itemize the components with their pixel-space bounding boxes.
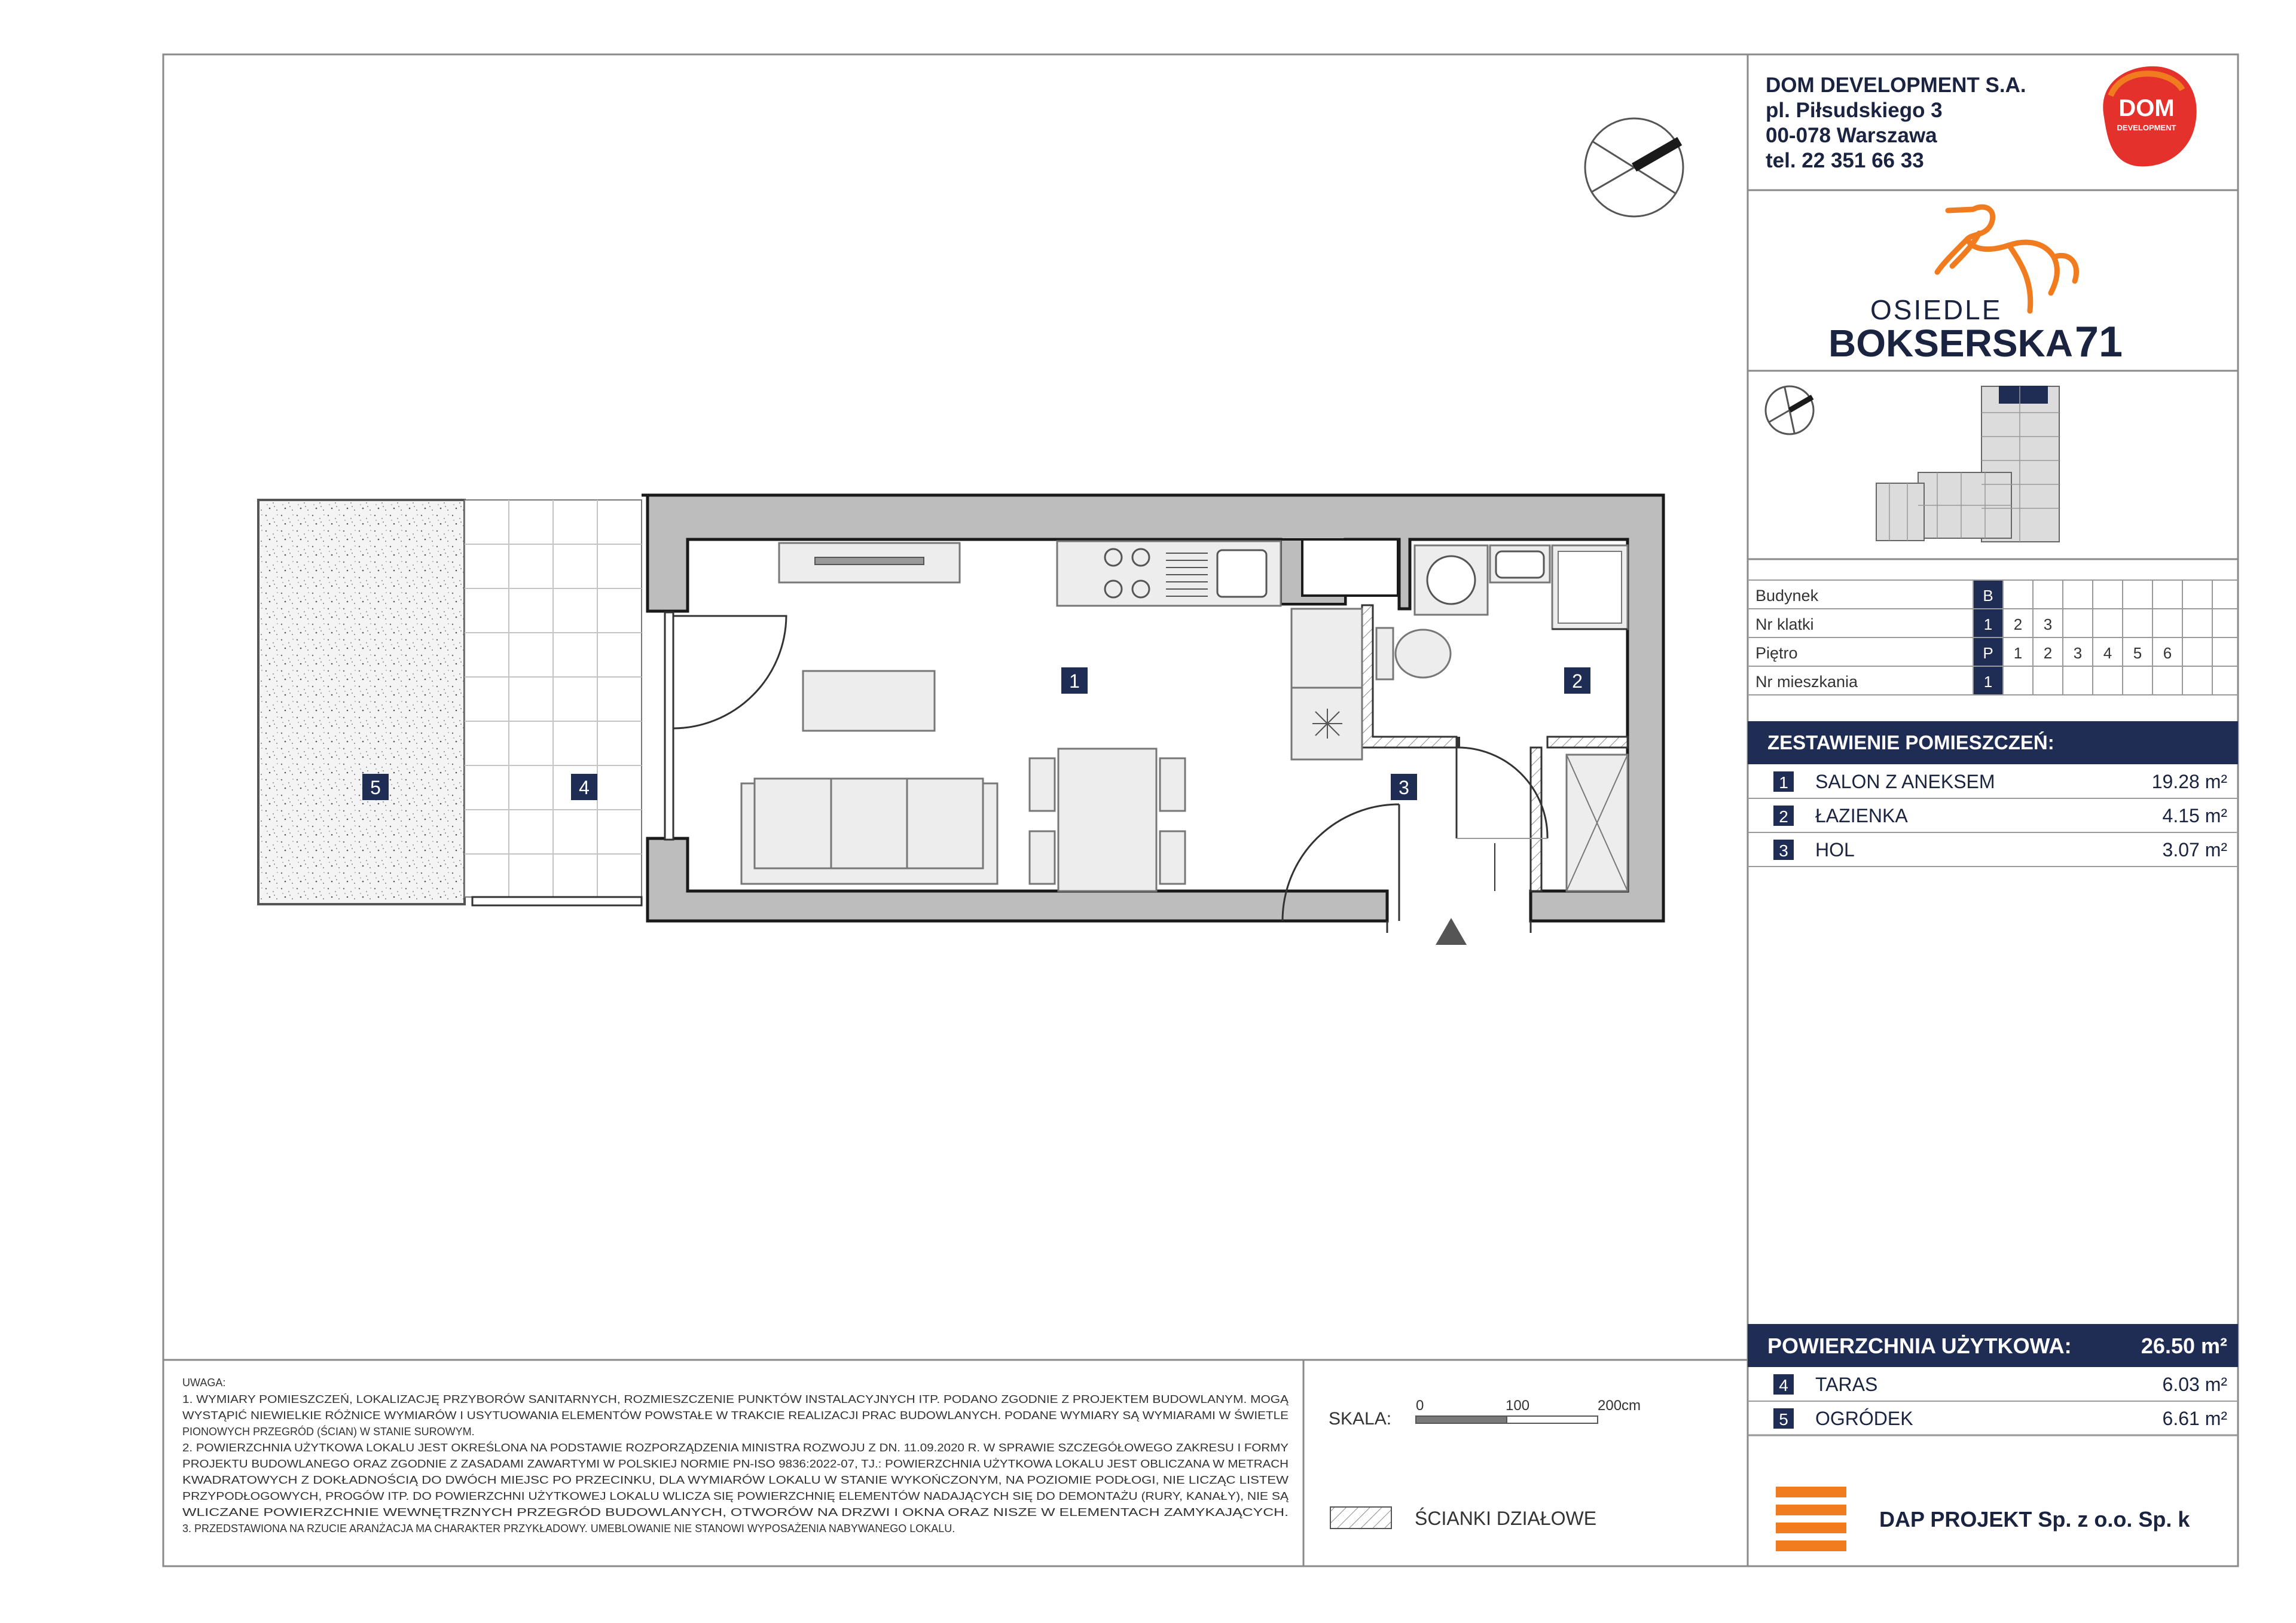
notes-lines (182, 1393, 1289, 1534)
kitchen-niche (1302, 539, 1398, 596)
terrace-edge (472, 897, 642, 905)
chair (1030, 831, 1055, 884)
scale-label: SKALA: (1329, 1409, 1392, 1429)
room-badge-5 (362, 774, 389, 800)
company-street: pl. Piłsudskiego 3 (1766, 99, 1943, 122)
company-name: DOM DEVELOPMENT S.A. (1766, 74, 2026, 97)
room-badge-2 (1564, 667, 1590, 694)
room-row-number: 3 (1779, 841, 1788, 860)
room-badge-1 (1061, 667, 1088, 694)
note-line: PRZYPODŁOGOWYCH, PROGÓW ITP. DO POWIERZCHNI UŻYTKOWEJ LOKALU WLICZA SIĘ POWIERZCHNIĘ ELEMENTÓW NADAJĄCYCH SIĘ DO DEMONTAŻU (RURY, KANAŁY), NIE SĄ (182, 1490, 1126, 1502)
scale-tick-200: 200cm (1598, 1398, 1641, 1414)
room-row-area: 6.61 m² (2162, 1408, 2227, 1429)
room-row (1748, 1408, 2238, 1435)
info-row-label: Nr klatki (1755, 615, 1814, 633)
partition-legend-swatch (1330, 1507, 1391, 1529)
cabinet-mark (1312, 709, 1342, 739)
project-line1: OSIEDLE (1870, 294, 2002, 325)
room-badge-label: 2 (1572, 670, 1583, 692)
rooms-header: ZESTAWIENIE POMIESZCZEŃ: (1767, 731, 2054, 753)
scale-bar (1416, 1398, 1641, 1423)
room-row-area: 6.03 m² (2162, 1374, 2227, 1395)
toilet (1376, 628, 1451, 679)
designer-name: DAP PROJEKT Sp. z o.o. Sp. k (1879, 1507, 2190, 1532)
info-selected: P (1983, 644, 1993, 662)
scale-tick-100: 100 (1506, 1398, 1530, 1414)
room-badge-label: 4 (579, 777, 590, 798)
room-badge-label: 5 (370, 777, 381, 798)
partition-wall-closet (1547, 737, 1628, 748)
usable-area-label: POWIERZCHNIA UŻYTKOWA: (1767, 1334, 2072, 1358)
dom-development-logo (2103, 66, 2196, 167)
note-line: 3. PRZEDSTAWIONA NA RZUCIE ARANŻACJA MA CHARAKTER PRZYKŁADOWY. UMEBLOWANIE NIE STANOWI WYPOSAŻENIA NABYWANEGO LOKALU. (182, 1523, 955, 1534)
room-badge-4 (571, 774, 597, 800)
room-row-number: 4 (1779, 1376, 1788, 1395)
room-row-name: OGRÓDEK (1815, 1408, 1913, 1429)
garden-area (258, 500, 465, 904)
info-option: 4 (2103, 644, 2112, 662)
room-row (1748, 1374, 2238, 1401)
scale-tick-0: 0 (1416, 1398, 1424, 1414)
room-row-area: 3.07 m² (2162, 839, 2227, 861)
info-row-label: Nr mieszkania (1755, 673, 1858, 691)
info-row-label: Piętro (1755, 644, 1798, 662)
balcony-window (665, 612, 673, 840)
small-compass-icon (1766, 386, 1813, 434)
balcony-door-swing (673, 616, 786, 728)
room-row-number: 1 (1779, 773, 1788, 792)
note-line: PROJEKTU BUDOWLANEGO ORAZ ZGODNIE Z ZASADAMI ZAWARTYMI W POLSKIEJ NORMIE PN-ISO 9836:2022-07, TJ.: POWIERZCHNIA UŻYTKOWA LOKALU JEST OBLICZANA W METRACH (182, 1458, 1289, 1470)
north-compass-icon (1585, 118, 1683, 216)
note-line: 1. WYMIARY POMIESZCZEŃ, LOKALIZACJĘ PRZYBORÓW SANITARNYCH, ROZMIESZCZENIE PUNKTÓW INSTALACYJNYCH ITP. PODANO ZGODNIE Z PROJEKTEM BUDOWLANYM. MOGĄ (182, 1393, 1135, 1405)
room-row-name: TARAS (1815, 1374, 1878, 1395)
osiedle-bokserska-logo (1828, 207, 2123, 366)
building-key-plan (1876, 386, 2059, 542)
info-row-label: Budynek (1755, 587, 1819, 605)
info-option: 2 (2013, 615, 2023, 633)
entrance-marker-icon (1436, 918, 1467, 945)
chair (1160, 758, 1185, 811)
info-row (1748, 580, 2238, 609)
info-option: 2 (2043, 644, 2053, 662)
room-row (1748, 839, 2238, 867)
dining-table (1058, 749, 1156, 891)
room-row-name: ŁAZIENKA (1815, 805, 1908, 826)
info-option: 5 (2133, 644, 2142, 662)
info-selected: B (1983, 587, 1993, 605)
floor-plan (258, 495, 1663, 945)
note-line: PIONOWYCH PRZEGRÓD (ŚCIAN) W STANIE SUROWYM. (182, 1426, 475, 1438)
coffee-table (803, 671, 935, 731)
info-row (1748, 609, 2238, 637)
info-row (1748, 637, 2238, 666)
notes-title: UWAGA: (182, 1377, 226, 1389)
extras-list (1748, 1374, 2238, 1435)
note-line: KWADRATOWYCH Z DOKŁADNOŚCIĄ DO DWÓCH MIEJSC PO PRZECINKU, DLA WYMIARÓW LOKALU W STANIE WYKOŃCZONYM, NA POZIOMIE PODŁOGI, NIE LICZĄC LISTEW (182, 1474, 1083, 1486)
info-option: 6 (2163, 644, 2172, 662)
chair (1160, 831, 1185, 884)
company-phone: tel. 22 351 66 33 (1766, 149, 1924, 172)
info-option: 3 (2073, 644, 2083, 662)
logo-text-dom: DOM (2118, 95, 2175, 121)
room-row-area: 19.28 m² (2151, 771, 2227, 792)
company-block (1766, 74, 2026, 172)
info-row (1748, 666, 2238, 695)
note-line: WLICZANE POWIERZCHNIE WEWNĘTRZNYCH PRZEGRÓD BUDOWLANYCH, OTWORÓW NA DRZWI I OKNA ORAZ NISZE W ELEMENTACH ZAMYKAJĄCYCH. (182, 1506, 984, 1518)
room-row-name: HOL (1815, 839, 1855, 861)
usable-area-value: 26.50 m² (2141, 1334, 2227, 1358)
note-line: WYSTĄPIĆ NIEWIELKIE RÓŻNICE WYMIARÓW I USYTUOWANIA ELEMENTÓW POWSTAŁE W TRAKCIE REALIZACJI PRAC BUDOWLANYCH. PODANE WYMIARY SĄ WYMIARAMI W ŚWIETLE (182, 1410, 1143, 1421)
room-row (1748, 805, 2238, 832)
room-badge-label: 3 (1399, 777, 1409, 798)
room-badge-label: 1 (1069, 670, 1080, 692)
room-row-number: 2 (1779, 807, 1788, 826)
note-line: 2. POWIERZCHNIA UŻYTKOWA LOKALU JEST OKREŚLONA NA PODSTAWIE ROZPORZĄDZENIA MINISTRA ROZWOJU Z DN. 11.09.2020 R. W SPRAWIE SZCZEGÓŁOWEGO ZAKRESU I FORMY (182, 1442, 1153, 1454)
room-badge-3 (1391, 774, 1417, 800)
project-line2: BOKSERSKA (1828, 322, 2073, 365)
room-row-number: 5 (1779, 1410, 1788, 1429)
dap-projekt-logo-icon (1776, 1487, 1846, 1551)
partition-wall-hall (1531, 748, 1541, 891)
room-row-name: SALON Z ANEKSEM (1815, 771, 1995, 792)
chair (1030, 758, 1055, 811)
partition-legend-label: ŚCIANKI DZIAŁOWE (1415, 1508, 1597, 1529)
info-option: 1 (2013, 644, 2023, 662)
logo-text-development: DEVELOPMENT (2117, 123, 2176, 132)
room-row-area: 4.15 m² (2162, 805, 2227, 826)
company-city: 00-078 Warszawa (1766, 124, 1937, 147)
project-number: 71 (2075, 318, 2123, 366)
apartment-info-table (1748, 580, 2238, 695)
kitchen-sink (1217, 550, 1266, 597)
info-selected: 1 (1983, 615, 1993, 633)
room-row (1748, 771, 2238, 798)
rooms-list (1748, 771, 2238, 867)
info-option: 3 (2043, 615, 2053, 633)
info-selected: 1 (1983, 673, 1993, 691)
